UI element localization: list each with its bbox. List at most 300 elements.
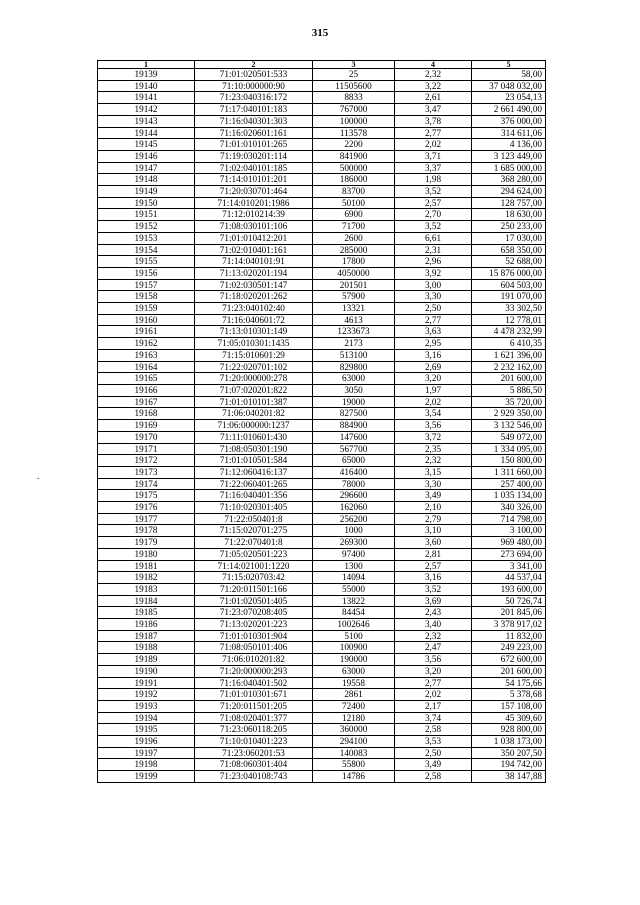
table-row [98, 186, 546, 198]
value-cell: 376 000,00 [472, 115, 546, 127]
header-row [98, 61, 546, 69]
table-row [98, 221, 546, 233]
area-cell: 294100 [313, 736, 395, 748]
value-cell: 249 223,00 [472, 642, 546, 654]
rate-cell: 3,00 [395, 279, 472, 291]
cadastral-number-cell: 71:16:020601:161 [195, 127, 313, 139]
area-cell: 2861 [313, 689, 395, 701]
table-row [98, 420, 546, 432]
row-number-cell: 19173 [98, 466, 195, 478]
value-cell: 58,00 [472, 69, 546, 81]
cadastral-number-cell: 71:16:040401:356 [195, 490, 313, 502]
table-row [98, 537, 546, 549]
rate-cell: 2,17 [395, 700, 472, 712]
area-cell: 84454 [313, 607, 395, 619]
row-number-cell: 19175 [98, 490, 195, 502]
area-cell: 78000 [313, 478, 395, 490]
row-number-cell: 19182 [98, 572, 195, 584]
table-row [98, 396, 546, 408]
rate-cell: 3,22 [395, 80, 472, 92]
cadastral-number-cell: 71:05:010301:1435 [195, 338, 313, 350]
area-cell: 500000 [313, 162, 395, 174]
cadastral-number-cell: 71:01:010412:201 [195, 232, 313, 244]
cadastral-number-cell: 71:20:011501:205 [195, 700, 313, 712]
cadastral-number-cell: 71:01:020501:405 [195, 595, 313, 607]
row-number-cell: 19189 [98, 654, 195, 666]
row-number-cell: 19195 [98, 724, 195, 736]
table-row [98, 607, 546, 619]
area-cell: 1300 [313, 560, 395, 572]
row-number-cell: 19159 [98, 303, 195, 315]
rate-cell: 2,58 [395, 771, 472, 783]
table-row [98, 69, 546, 81]
rate-cell: 3,63 [395, 326, 472, 338]
value-cell: 1 334 095,00 [472, 443, 546, 455]
rate-cell: 1,98 [395, 174, 472, 186]
table-row [98, 595, 546, 607]
rate-cell: 3,10 [395, 525, 472, 537]
area-cell: 8833 [313, 92, 395, 104]
rate-cell: 3,40 [395, 619, 472, 631]
cadastral-number-cell: 71:14:010201:1986 [195, 197, 313, 209]
rate-cell: 2,61 [395, 92, 472, 104]
row-number-cell: 19152 [98, 221, 195, 233]
area-cell: 63000 [313, 373, 395, 385]
table-row [98, 689, 546, 701]
row-number-cell: 19179 [98, 537, 195, 549]
area-cell: 567700 [313, 443, 395, 455]
table-row [98, 642, 546, 654]
rate-cell: 3,49 [395, 490, 472, 502]
cadastral-number-cell: 71:01:010301:671 [195, 689, 313, 701]
rate-cell: 2,35 [395, 443, 472, 455]
value-cell: 1 038 173,00 [472, 736, 546, 748]
rate-cell: 3,20 [395, 373, 472, 385]
rate-cell: 2,69 [395, 361, 472, 373]
area-cell: 2600 [313, 232, 395, 244]
area-cell: 63000 [313, 665, 395, 677]
area-cell: 100900 [313, 642, 395, 654]
cadastral-number-cell: 71:23:060201:53 [195, 747, 313, 759]
value-cell: 928 800,00 [472, 724, 546, 736]
rate-cell: 3,53 [395, 736, 472, 748]
rate-cell: 3,69 [395, 595, 472, 607]
row-number-cell: 19139 [98, 69, 195, 81]
table-row [98, 560, 546, 572]
rate-cell: 2,47 [395, 642, 472, 654]
cadastral-number-cell: 71:22:070401:8 [195, 537, 313, 549]
table-row [98, 303, 546, 315]
rate-cell: 3,52 [395, 583, 472, 595]
rate-cell: 2,96 [395, 256, 472, 268]
row-number-cell: 19140 [98, 80, 195, 92]
value-cell: 714 798,00 [472, 513, 546, 525]
table-header [98, 61, 546, 69]
rate-cell: 3,37 [395, 162, 472, 174]
value-cell: 294 624,00 [472, 186, 546, 198]
row-number-cell: 19161 [98, 326, 195, 338]
value-cell: 38 147,88 [472, 771, 546, 783]
value-cell: 273 694,00 [472, 548, 546, 560]
row-number-cell: 19148 [98, 174, 195, 186]
cadastral-number-cell: 71:01:010101:387 [195, 396, 313, 408]
cadastral-value-table [97, 60, 546, 783]
row-number-cell: 19190 [98, 665, 195, 677]
value-cell: 2 661 490,00 [472, 104, 546, 116]
row-number-cell: 19188 [98, 642, 195, 654]
rate-cell: 2,31 [395, 244, 472, 256]
cadastral-number-cell: 71:23:060118:205 [195, 724, 313, 736]
rate-cell: 3,30 [395, 478, 472, 490]
value-cell: 23 054,13 [472, 92, 546, 104]
rate-cell: 3,78 [395, 115, 472, 127]
table-row [98, 80, 546, 92]
value-cell: 157 108,00 [472, 700, 546, 712]
row-number-cell: 19153 [98, 232, 195, 244]
row-number-cell: 19154 [98, 244, 195, 256]
table-row [98, 724, 546, 736]
value-cell: 52 688,00 [472, 256, 546, 268]
value-cell: 54 175,66 [472, 677, 546, 689]
table-row [98, 572, 546, 584]
value-cell: 4 478 232,99 [472, 326, 546, 338]
value-cell: 5 886,50 [472, 384, 546, 396]
area-cell: 296600 [313, 490, 395, 502]
row-number-cell: 19150 [98, 197, 195, 209]
cadastral-number-cell: 71:22:020701:102 [195, 361, 313, 373]
cadastral-number-cell: 71:01:010501:584 [195, 455, 313, 467]
table-row [98, 139, 546, 151]
value-cell: 350 207,50 [472, 747, 546, 759]
rate-cell: 2,02 [395, 689, 472, 701]
cadastral-number-cell: 71:02:030501:147 [195, 279, 313, 291]
value-cell: 340 326,00 [472, 502, 546, 514]
value-cell: 201 600,00 [472, 665, 546, 677]
cadastral-number-cell: 71:08:050101:406 [195, 642, 313, 654]
rate-cell: 1,97 [395, 384, 472, 396]
table-row [98, 619, 546, 631]
cadastral-number-cell: 71:08:020401:377 [195, 712, 313, 724]
table-row [98, 583, 546, 595]
table-row [98, 677, 546, 689]
rate-cell: 2,32 [395, 69, 472, 81]
area-cell: 147600 [313, 431, 395, 443]
value-cell: 604 503,00 [472, 279, 546, 291]
margin-mark: . [37, 471, 40, 481]
value-cell: 368 280,00 [472, 174, 546, 186]
column-header-2: 2 [195, 61, 313, 69]
cadastral-number-cell: 71:01:010301:904 [195, 630, 313, 642]
value-cell: 5 378,68 [472, 689, 546, 701]
cadastral-number-cell: 71:10:020301:405 [195, 502, 313, 514]
row-number-cell: 19181 [98, 560, 195, 572]
row-number-cell: 19196 [98, 736, 195, 748]
value-cell: 6 410,35 [472, 338, 546, 350]
table-row [98, 700, 546, 712]
value-cell: 549 072,00 [472, 431, 546, 443]
row-number-cell: 19197 [98, 747, 195, 759]
rate-cell: 3,20 [395, 665, 472, 677]
area-cell: 55000 [313, 583, 395, 595]
table-row [98, 771, 546, 783]
row-number-cell: 19165 [98, 373, 195, 385]
row-number-cell: 19170 [98, 431, 195, 443]
cadastral-number-cell: 71:15:020703:42 [195, 572, 313, 584]
row-number-cell: 19156 [98, 267, 195, 279]
area-cell: 416400 [313, 466, 395, 478]
cadastral-number-cell: 71:08:050301:190 [195, 443, 313, 455]
value-cell: 11 832,00 [472, 630, 546, 642]
area-cell: 269300 [313, 537, 395, 549]
rate-cell: 2,50 [395, 747, 472, 759]
cadastral-number-cell: 71:20:030701:464 [195, 186, 313, 198]
row-number-cell: 19186 [98, 619, 195, 631]
rate-cell: 2,32 [395, 455, 472, 467]
value-cell: 1 685 000,00 [472, 162, 546, 174]
value-cell: 2 232 162,00 [472, 361, 546, 373]
cadastral-number-cell: 71:13:020201:194 [195, 267, 313, 279]
rate-cell: 2,70 [395, 209, 472, 221]
table-row [98, 431, 546, 443]
value-cell: 250 233,00 [472, 221, 546, 233]
table-row [98, 150, 546, 162]
area-cell: 14094 [313, 572, 395, 584]
cadastral-number-cell: 71:06:010201:82 [195, 654, 313, 666]
value-cell: 1 035 134,00 [472, 490, 546, 502]
cadastral-number-cell: 71:11:010601:430 [195, 431, 313, 443]
table-row [98, 256, 546, 268]
rate-cell: 2,32 [395, 630, 472, 642]
value-cell: 1 621 396,00 [472, 349, 546, 361]
table-row [98, 174, 546, 186]
value-cell: 257 400,00 [472, 478, 546, 490]
cadastral-number-cell: 71:20:011501:166 [195, 583, 313, 595]
cadastral-number-cell: 71:23:070208:405 [195, 607, 313, 619]
row-number-cell: 19147 [98, 162, 195, 174]
row-number-cell: 19185 [98, 607, 195, 619]
cadastral-number-cell: 71:07:020201:822 [195, 384, 313, 396]
cadastral-number-cell: 71:08:060301:404 [195, 759, 313, 771]
area-cell: 190000 [313, 654, 395, 666]
row-number-cell: 19193 [98, 700, 195, 712]
rate-cell: 3,47 [395, 104, 472, 116]
area-cell: 14786 [313, 771, 395, 783]
cadastral-number-cell: 71:12:010214:39 [195, 209, 313, 221]
value-cell: 37 048 032,00 [472, 80, 546, 92]
area-cell: 6900 [313, 209, 395, 221]
rate-cell: 2,02 [395, 396, 472, 408]
row-number-cell: 19171 [98, 443, 195, 455]
row-number-cell: 19187 [98, 630, 195, 642]
area-cell: 186000 [313, 174, 395, 186]
value-cell: 17 030,00 [472, 232, 546, 244]
value-cell: 193 600,00 [472, 583, 546, 595]
table-row [98, 209, 546, 221]
rate-cell: 3,52 [395, 186, 472, 198]
rate-cell: 3,16 [395, 572, 472, 584]
page-number: 315 [311, 27, 329, 39]
value-cell: 201 845,06 [472, 607, 546, 619]
rate-cell: 3,52 [395, 221, 472, 233]
area-cell: 55800 [313, 759, 395, 771]
area-cell: 360000 [313, 724, 395, 736]
column-header-5: 5 [472, 61, 546, 69]
area-cell: 13321 [313, 303, 395, 315]
value-cell: 45 309,60 [472, 712, 546, 724]
cadastral-number-cell: 71:05:020501:223 [195, 548, 313, 560]
value-cell: 3 100,00 [472, 525, 546, 537]
table-row [98, 478, 546, 490]
row-number-cell: 19169 [98, 420, 195, 432]
row-number-cell: 19194 [98, 712, 195, 724]
value-cell: 3 378 917,02 [472, 619, 546, 631]
value-cell: 969 480,00 [472, 537, 546, 549]
area-cell: 513100 [313, 349, 395, 361]
table-row [98, 630, 546, 642]
table-row [98, 338, 546, 350]
rate-cell: 3,60 [395, 537, 472, 549]
row-number-cell: 19146 [98, 150, 195, 162]
area-cell: 162060 [313, 502, 395, 514]
table-row [98, 466, 546, 478]
area-cell: 17800 [313, 256, 395, 268]
rate-cell: 2,95 [395, 338, 472, 350]
row-number-cell: 19142 [98, 104, 195, 116]
rate-cell: 3,15 [395, 466, 472, 478]
cadastral-number-cell: 71:23:040108:743 [195, 771, 313, 783]
value-cell: 201 600,00 [472, 373, 546, 385]
table-row [98, 513, 546, 525]
area-cell: 97400 [313, 548, 395, 560]
table-row [98, 455, 546, 467]
row-number-cell: 19172 [98, 455, 195, 467]
rate-cell: 2,77 [395, 677, 472, 689]
cadastral-number-cell: 71:06:000000:1237 [195, 420, 313, 432]
cadastral-number-cell: 71:15:010601:29 [195, 349, 313, 361]
rate-cell: 3,74 [395, 712, 472, 724]
cadastral-number-cell: 71:20:000000:278 [195, 373, 313, 385]
table-body [98, 69, 546, 783]
row-number-cell: 19184 [98, 595, 195, 607]
table-row [98, 747, 546, 759]
rate-cell: 3,72 [395, 431, 472, 443]
row-number-cell: 19144 [98, 127, 195, 139]
cadastral-number-cell: 71:19:030201:114 [195, 150, 313, 162]
area-cell: 884900 [313, 420, 395, 432]
table-row [98, 104, 546, 116]
area-cell: 113578 [313, 127, 395, 139]
cadastral-number-cell: 71:06:040201:82 [195, 408, 313, 420]
rate-cell: 2,77 [395, 127, 472, 139]
table-row [98, 665, 546, 677]
rate-cell: 3,49 [395, 759, 472, 771]
rate-cell: 3,71 [395, 150, 472, 162]
column-header-3: 3 [313, 61, 395, 69]
rate-cell: 2,77 [395, 314, 472, 326]
value-cell: 3 123 449,00 [472, 150, 546, 162]
area-cell: 827500 [313, 408, 395, 420]
rate-cell: 3,30 [395, 291, 472, 303]
row-number-cell: 19168 [98, 408, 195, 420]
rate-cell: 2,50 [395, 303, 472, 315]
value-cell: 194 742,00 [472, 759, 546, 771]
area-cell: 4613 [313, 314, 395, 326]
row-number-cell: 19198 [98, 759, 195, 771]
area-cell: 57900 [313, 291, 395, 303]
table-row [98, 384, 546, 396]
rate-cell: 3,56 [395, 420, 472, 432]
rate-cell: 2,10 [395, 502, 472, 514]
rate-cell: 2,57 [395, 197, 472, 209]
table-row [98, 267, 546, 279]
area-cell: 83700 [313, 186, 395, 198]
cadastral-number-cell: 71:17:040101:183 [195, 104, 313, 116]
value-cell: 191 070,00 [472, 291, 546, 303]
cadastral-number-cell: 71:13:020201:223 [195, 619, 313, 631]
area-cell: 2173 [313, 338, 395, 350]
table-row [98, 502, 546, 514]
cadastral-number-cell: 71:22:060401:265 [195, 478, 313, 490]
row-number-cell: 19145 [98, 139, 195, 151]
table-row [98, 654, 546, 666]
table-row [98, 548, 546, 560]
row-number-cell: 19160 [98, 314, 195, 326]
area-cell: 5100 [313, 630, 395, 642]
rate-cell: 2,57 [395, 560, 472, 572]
value-cell: 44 537,04 [472, 572, 546, 584]
cadastral-number-cell: 71:08:030101:106 [195, 221, 313, 233]
rate-cell: 2,58 [395, 724, 472, 736]
table-row [98, 712, 546, 724]
area-cell: 767000 [313, 104, 395, 116]
value-cell: 150 800,00 [472, 455, 546, 467]
row-number-cell: 19162 [98, 338, 195, 350]
cadastral-number-cell: 71:13:010301:149 [195, 326, 313, 338]
value-cell: 33 302,50 [472, 303, 546, 315]
row-number-cell: 19143 [98, 115, 195, 127]
area-cell: 1233673 [313, 326, 395, 338]
table-row [98, 232, 546, 244]
value-cell: 18 630,00 [472, 209, 546, 221]
row-number-cell: 19192 [98, 689, 195, 701]
row-number-cell: 19166 [98, 384, 195, 396]
area-cell: 140083 [313, 747, 395, 759]
area-cell: 12180 [313, 712, 395, 724]
cadastral-number-cell: 71:22:050401:8 [195, 513, 313, 525]
table-row [98, 92, 546, 104]
value-cell: 4 136,00 [472, 139, 546, 151]
cadastral-number-cell: 71:16:040601:72 [195, 314, 313, 326]
row-number-cell: 19180 [98, 548, 195, 560]
row-number-cell: 19178 [98, 525, 195, 537]
cadastral-number-cell: 71:10:010401:223 [195, 736, 313, 748]
row-number-cell: 19199 [98, 771, 195, 783]
row-number-cell: 19183 [98, 583, 195, 595]
rate-cell: 2,43 [395, 607, 472, 619]
area-cell: 13822 [313, 595, 395, 607]
row-number-cell: 19157 [98, 279, 195, 291]
row-number-cell: 19191 [98, 677, 195, 689]
cadastral-number-cell: 71:23:040102:40 [195, 303, 313, 315]
row-number-cell: 19158 [98, 291, 195, 303]
table-row [98, 291, 546, 303]
table-row [98, 443, 546, 455]
row-number-cell: 19151 [98, 209, 195, 221]
value-cell: 50 726,74 [472, 595, 546, 607]
value-cell: 314 611,06 [472, 127, 546, 139]
cadastral-number-cell: 71:01:010101:265 [195, 139, 313, 151]
value-cell: 1 311 660,00 [472, 466, 546, 478]
